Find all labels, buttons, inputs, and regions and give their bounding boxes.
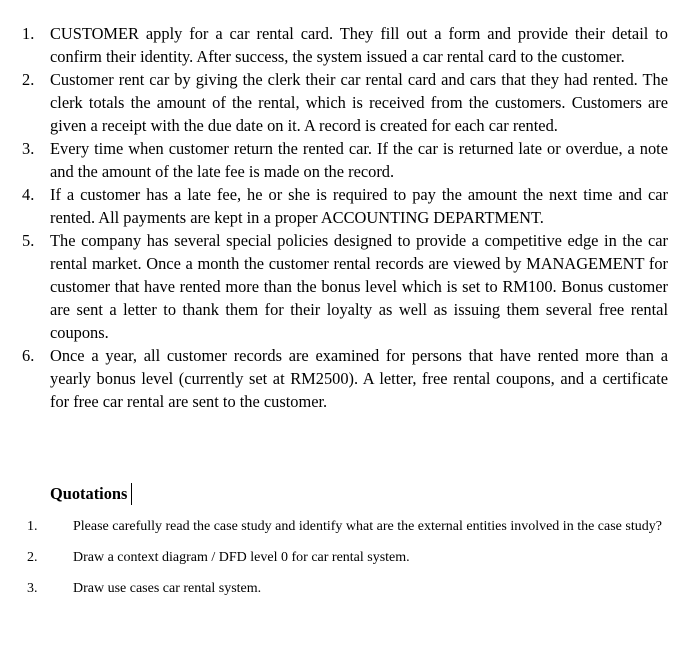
question-number: 2. [27,550,38,565]
list-item-text: The company has several special policies designed to provide a competitive edge in the car rental market. Once a month the customer rental records are viewed by MANAGEMENT for customer that have rented more than the bonus level which is set to RM100. Bonus customer are sent a letter to thank them for their loyalty as well as issuing them several free rental coupons. [50,231,668,342]
case-study-list [22,22,668,413]
question-item [27,579,669,599]
question-item [27,548,669,568]
list-item [22,344,668,413]
question-number: 1. [27,519,38,534]
list-item-text: CUSTOMER apply for a car rental card. They fill out a form and provide their detail to confirm their identity. After success, the system issued a car rental card to the customer. [50,24,668,66]
question-text: Draw a context diagram / DFD level 0 for car rental system. [73,550,410,565]
list-item-number: 5. [22,231,35,250]
question-number: 3. [27,581,38,596]
list-item-text: Once a year, all customer records are examined for persons that have rented more than a yearly bonus level (currently set at RM2500). A letter, free rental coupons, and a certificate for free car rental are sent to the customer. [50,346,668,411]
question-item [27,517,669,537]
list-item-text: Every time when customer return the rented car. If the car is returned late or overdue, a note and the amount of the late fee is made on the record. [50,139,668,181]
question-text: Draw use cases car rental system. [73,581,262,596]
questions-list [27,517,669,599]
list-item [22,229,668,344]
list-item-number: 2. [22,70,35,89]
list-item [22,22,668,68]
list-item-number: 3. [22,139,35,158]
list-item [22,68,668,137]
quotations-heading [50,483,132,505]
list-item-number: 1. [22,24,35,43]
list-item-number: 4. [22,185,35,204]
list-item-text: Customer rent car by giving the clerk their car rental card and cars that they had rented. The clerk totals the amount of the rental, which is received from the customers. Customers are given a receipt with the due date on it. A record is created for each car rented. [50,70,668,135]
list-item [22,137,668,183]
question-text: Please carefully read the case study and identify what are the external entities involved in the case study? [73,519,662,534]
list-item-text: If a customer has a late fee, he or she is required to pay the amount the next time and car rented. All payments are kept in a proper ACCOUNTING DEPARTMENT. [50,185,668,227]
text-cursor [131,483,132,505]
list-item-number: 6. [22,346,35,365]
quotations-heading-text: Quotations [50,484,128,503]
list-item [22,183,668,229]
